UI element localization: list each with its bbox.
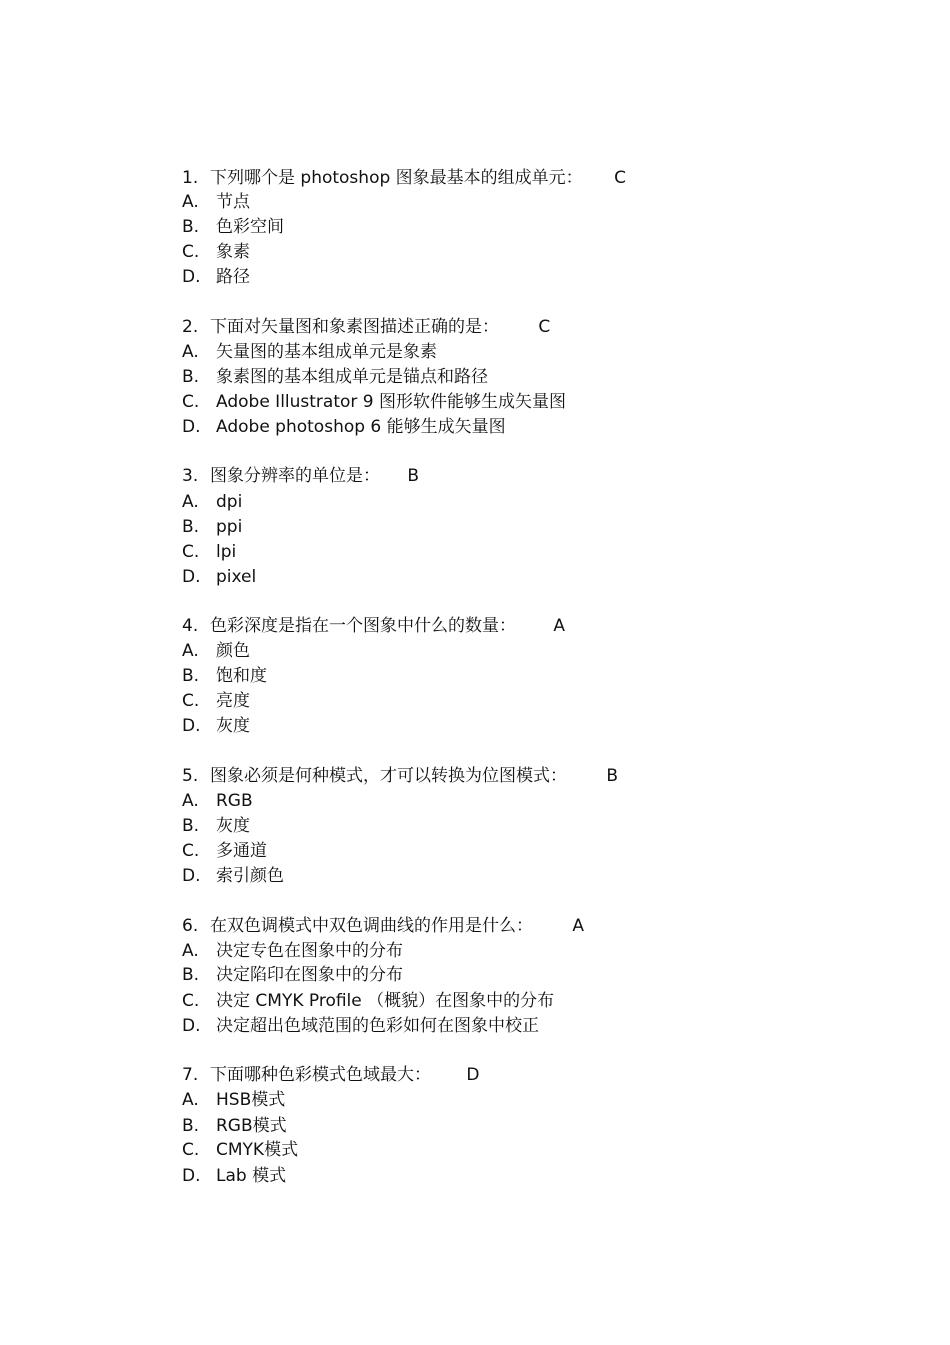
question-number: 6. <box>182 916 199 936</box>
option-letter: B. <box>182 517 200 537</box>
answer-key: B <box>606 766 619 786</box>
option-letter: C. <box>182 991 200 1011</box>
option-text: RGB模式 <box>216 1116 287 1136</box>
question-text: 图象分辨率的单位是： <box>210 466 380 486</box>
option-text: pixel <box>216 567 257 587</box>
question-text: 下列哪个是 photoshop 图象最基本的组成单元： <box>210 168 583 188</box>
option-text: Adobe photoshop 6 能够生成矢量图 <box>216 417 506 437</box>
option-letter: A. <box>182 641 199 661</box>
option-text: 决定 CMYK Profile （概貌）在图象中的分布 <box>216 991 555 1011</box>
option-text: 亮度 <box>216 691 250 711</box>
question-7 <box>182 1065 480 1085</box>
option-text: 矢量图的基本组成单元是象素 <box>216 342 437 362</box>
option-c <box>182 1140 298 1160</box>
answer-key: B <box>407 466 420 486</box>
option-text: ppi <box>216 517 243 537</box>
option-text: 色彩空间 <box>216 217 284 237</box>
option-d <box>182 417 506 437</box>
option-letter: C. <box>182 242 200 262</box>
question-text: 在双色调模式中双色调曲线的作用是什么： <box>210 916 533 936</box>
option-letter: D. <box>182 1166 201 1186</box>
question-4 <box>182 616 565 636</box>
option-c <box>182 392 566 412</box>
option-d <box>182 866 284 886</box>
question-6 <box>182 916 584 936</box>
option-letter: D. <box>182 716 201 736</box>
answer-key: A <box>572 916 585 936</box>
option-text: CMYK模式 <box>216 1140 299 1160</box>
option-c <box>182 841 267 861</box>
option-a <box>182 492 242 512</box>
option-letter: D. <box>182 1016 201 1036</box>
option-letter: B. <box>182 816 200 836</box>
option-text: 决定专色在图象中的分布 <box>216 941 403 961</box>
option-letter: D. <box>182 866 201 886</box>
option-b <box>182 965 403 985</box>
answer-key: D <box>466 1065 480 1085</box>
option-text: 多通道 <box>216 841 267 861</box>
option-b <box>182 217 284 237</box>
option-letter: C. <box>182 542 200 562</box>
option-a <box>182 192 250 212</box>
option-c <box>182 991 554 1011</box>
option-letter: B. <box>182 666 200 686</box>
option-letter: C. <box>182 691 200 711</box>
option-text: Adobe Illustrator 9 图形软件能够生成矢量图 <box>216 392 567 412</box>
question-text: 下面哪种色彩模式色域最大： <box>210 1065 431 1085</box>
question-number: 2. <box>182 317 199 337</box>
option-letter: C. <box>182 1140 200 1160</box>
option-c <box>182 691 250 711</box>
option-text: 灰度 <box>216 816 250 836</box>
option-text: 象素图的基本组成单元是锚点和路径 <box>216 367 488 387</box>
option-b <box>182 816 250 836</box>
question-5 <box>182 766 618 786</box>
question-3 <box>182 466 419 486</box>
option-text: 象素 <box>216 242 250 262</box>
answer-key: A <box>553 616 566 636</box>
option-letter: D. <box>182 567 201 587</box>
option-text: HSB模式 <box>216 1090 286 1110</box>
option-a <box>182 791 253 811</box>
option-b <box>182 666 267 686</box>
option-text: 节点 <box>216 192 250 212</box>
option-d <box>182 716 250 736</box>
option-d <box>182 567 256 587</box>
question-number: 7. <box>182 1065 199 1085</box>
option-b <box>182 367 488 387</box>
option-letter: A. <box>182 1090 199 1110</box>
option-text: 决定陷印在图象中的分布 <box>216 965 403 985</box>
option-letter: C. <box>182 392 200 412</box>
option-text: 灰度 <box>216 716 250 736</box>
question-number: 5. <box>182 766 199 786</box>
option-b <box>182 1116 287 1136</box>
option-text: dpi <box>216 492 243 512</box>
answer-key: C <box>614 168 626 188</box>
option-c <box>182 242 250 262</box>
option-letter: A. <box>182 342 199 362</box>
question-text: 色彩深度是指在一个图象中什么的数量： <box>210 616 516 636</box>
option-letter: B. <box>182 367 200 387</box>
option-b <box>182 517 242 537</box>
option-text: 饱和度 <box>216 666 267 686</box>
question-2 <box>182 317 550 337</box>
option-letter: D. <box>182 417 201 437</box>
question-number: 1. <box>182 168 199 188</box>
option-d <box>182 267 250 287</box>
question-1 <box>182 168 626 188</box>
option-letter: B. <box>182 965 200 985</box>
option-text: lpi <box>216 542 237 562</box>
option-a <box>182 641 250 661</box>
option-d <box>182 1166 286 1186</box>
option-letter: A. <box>182 492 199 512</box>
option-a <box>182 941 403 961</box>
option-text: RGB <box>216 791 253 811</box>
option-letter: A. <box>182 791 199 811</box>
option-d <box>182 1016 539 1036</box>
option-letter: B. <box>182 217 200 237</box>
option-text: Lab 模式 <box>216 1166 287 1186</box>
option-text: 颜色 <box>216 641 250 661</box>
question-number: 4. <box>182 616 199 636</box>
option-c <box>182 542 236 562</box>
question-text: 下面对矢量图和象素图描述正确的是： <box>210 317 499 337</box>
option-letter: C. <box>182 841 200 861</box>
question-number: 3. <box>182 466 199 486</box>
option-text: 决定超出色域范围的色彩如何在图象中校正 <box>216 1016 539 1036</box>
option-letter: D. <box>182 267 201 287</box>
option-text: 路径 <box>216 267 250 287</box>
option-a <box>182 342 437 362</box>
option-letter: B. <box>182 1116 200 1136</box>
option-a <box>182 1090 285 1110</box>
answer-key: C <box>538 317 551 337</box>
question-text: 图象必须是何种模式，才可以转换为位图模式： <box>210 766 567 786</box>
option-letter: A. <box>182 192 199 212</box>
option-text: 索引颜色 <box>216 866 284 886</box>
option-letter: A. <box>182 941 199 961</box>
